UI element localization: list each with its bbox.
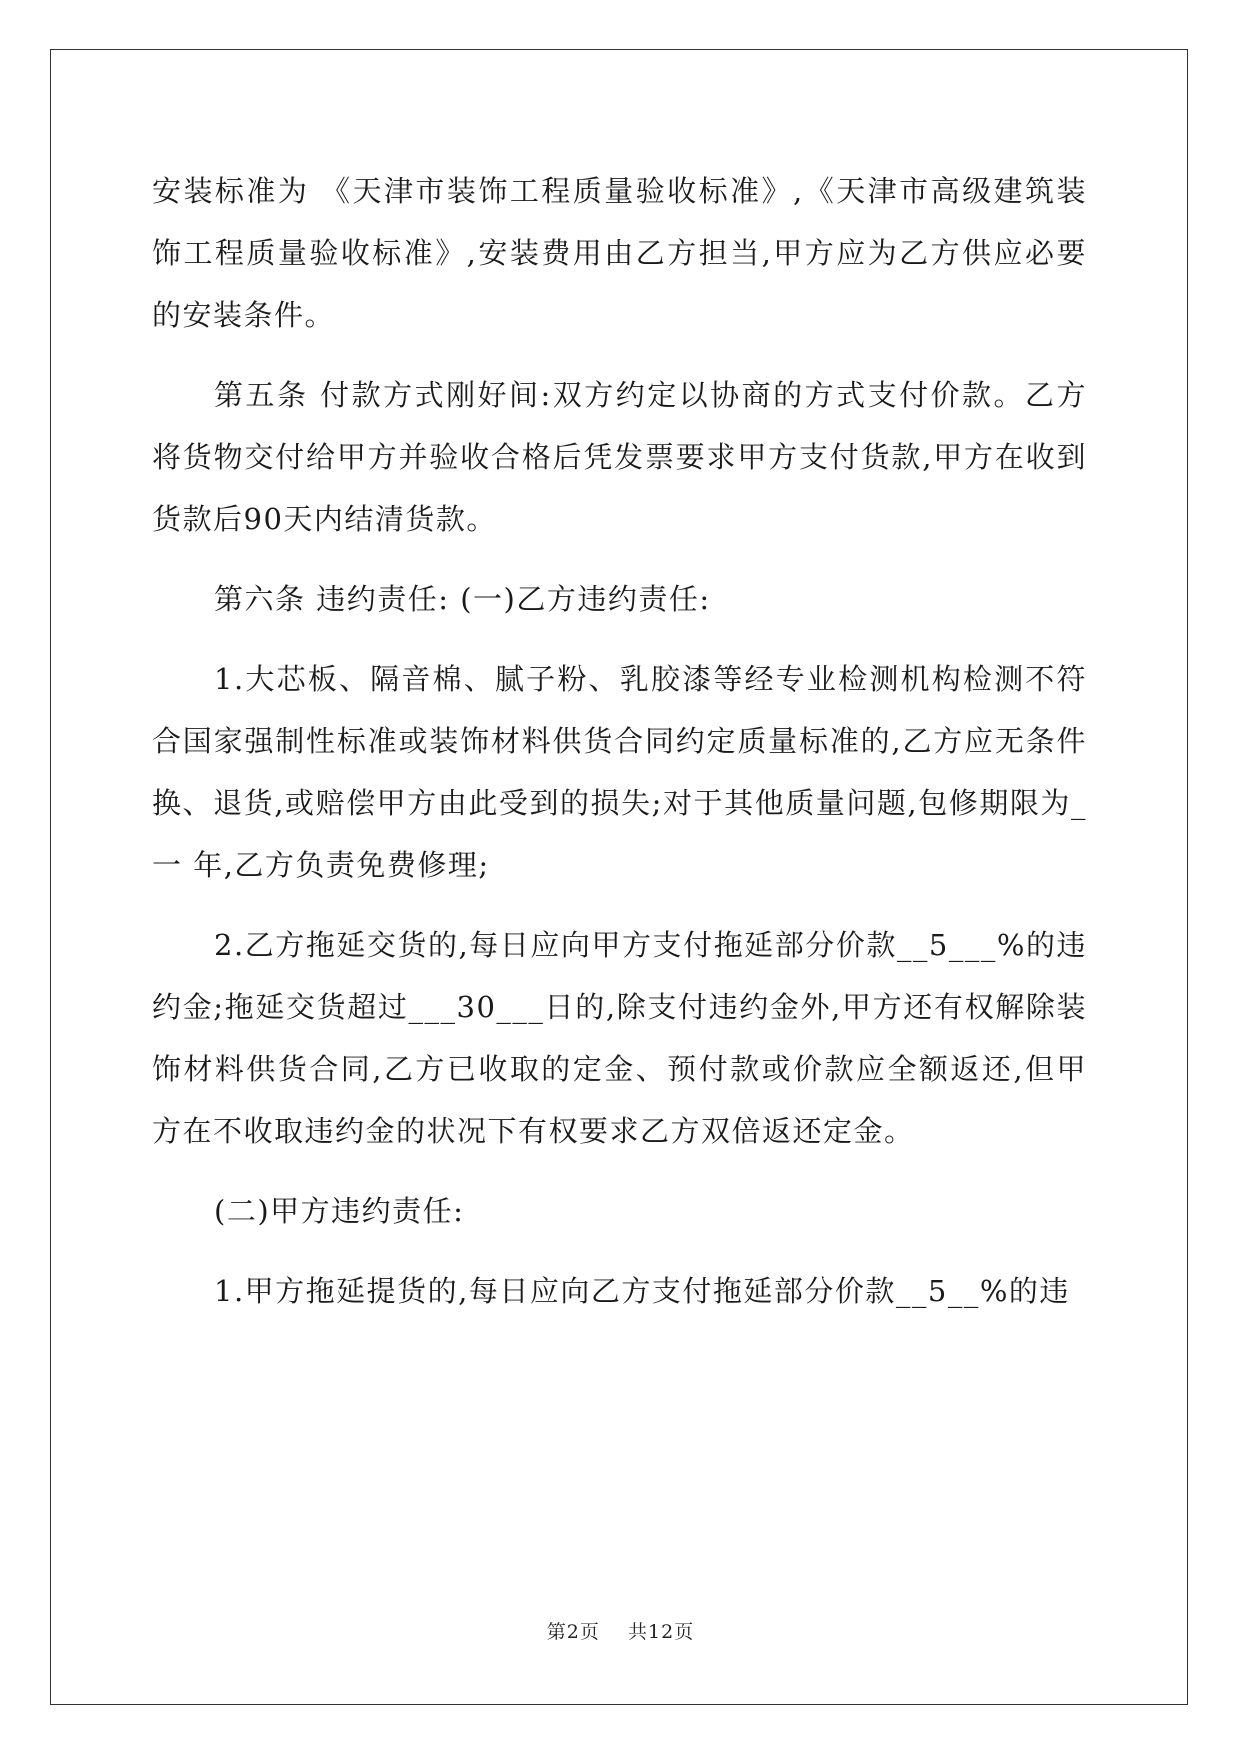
- paragraph-buyer-liability-heading: (二)甲方违约责任:: [214, 1194, 465, 1228]
- page-total: 共12页: [628, 1621, 695, 1643]
- paragraph-article-5-payment: 第五条 付款方式刚好间:双方约定以协商的方式支付价款。乙方将货物交付给甲方并验收合格后凭发票要求甲方支付货款,甲方在收到货款后90天内结清货款。: [152, 378, 1087, 536]
- paragraph-seller-liability-1: 1.大芯板、隔音棉、腻子粉、乳胶漆等经专业检测机构检测不符合国家强制性标准或装饰材料供货合同约定质量标准的,乙方应无条件换、退货,或赔偿甲方由此受到的损失;对于其他质量问题,包修期限为_一 年,乙方负责免费修理;: [152, 662, 1087, 882]
- page-number: 第2页: [546, 1621, 600, 1643]
- paragraph-installation-standard: 安装标准为 《天津市装饰工程质量验收标准》,《天津市高级建筑装饰工程质量验收标准》,安装费用由乙方担当,甲方应为乙方供应必要的安装条件。: [152, 174, 1087, 332]
- paragraph-buyer-liability-1: 1.甲方拖延提货的,每日应向乙方支付拖延部分价款__5__%的违: [214, 1274, 1070, 1308]
- paragraph-seller-liability-2: 2.乙方拖延交货的,每日应向甲方支付拖延部分价款__5___%的违约金;拖延交货超过___30___日的,除支付违约金外,甲方还有权解除装饰材料供货合同,乙方已收取的定金、预付款或价款应全额返还,但甲方在不收取违约金的状况下有权要求乙方双倍返还定金。: [152, 928, 1087, 1148]
- document-body: [152, 160, 1087, 1340]
- paragraph-article-6-heading: 第六条 违约责任: (一)乙方违约责任:: [214, 582, 711, 616]
- page-footer: [0, 1617, 1241, 1644]
